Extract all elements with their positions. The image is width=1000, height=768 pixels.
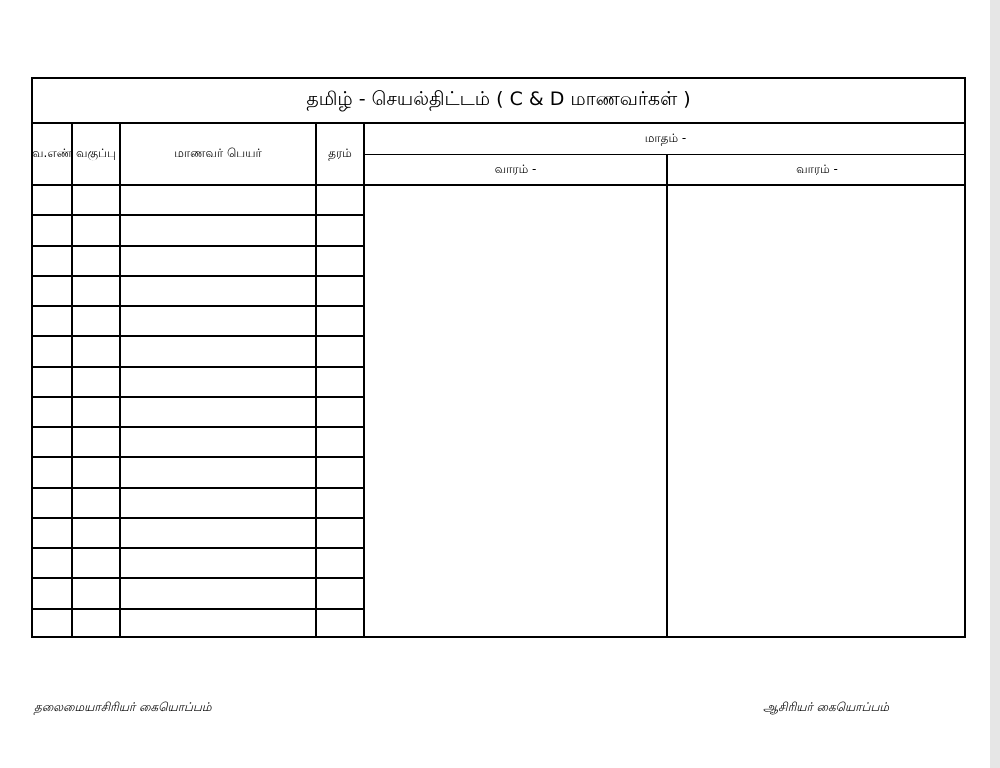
header-class: வகுப்பு <box>76 146 116 160</box>
header-student-name: மாணவர் பெயர் <box>174 146 262 160</box>
header-grade: தரம் <box>328 146 352 160</box>
header-month: மாதம் - <box>644 131 687 145</box>
table-row-divider <box>33 487 364 489</box>
teacher-signature-label: ஆசிரியர் கையொப்பம் <box>763 700 890 714</box>
form-title: தமிழ் - செயல்திட்டம் ( C & D மாணவர்கள் ) <box>33 79 964 124</box>
table-row-divider <box>33 577 364 579</box>
header-week-1: வாரம் - <box>494 161 537 176</box>
week-divider <box>666 154 668 638</box>
table-row-divider <box>33 245 364 247</box>
headmaster-signature-label: தலைமையாசிரியர் கையொப்பம் <box>34 700 212 714</box>
table-row-divider <box>33 426 364 428</box>
table-row-divider <box>33 366 364 368</box>
page-edge-strip <box>990 0 1000 768</box>
table-row-divider <box>33 214 364 216</box>
table-row-divider <box>33 396 364 398</box>
table-row-divider <box>33 275 364 277</box>
table-row-divider <box>33 608 364 610</box>
table-row-divider <box>33 547 364 549</box>
col-divider <box>119 124 121 638</box>
header-serial-number: வ.எண் <box>32 146 72 160</box>
header-bottom-rule <box>33 184 966 186</box>
col-divider <box>363 124 365 638</box>
table-row-divider <box>33 517 364 519</box>
table-row-divider <box>33 335 364 337</box>
table-row-divider <box>33 305 364 307</box>
col-divider <box>315 124 317 638</box>
action-plan-table <box>31 77 966 638</box>
header-week-2: வாரம் - <box>796 161 838 176</box>
col-divider <box>71 124 73 638</box>
table-row-divider <box>33 456 364 458</box>
